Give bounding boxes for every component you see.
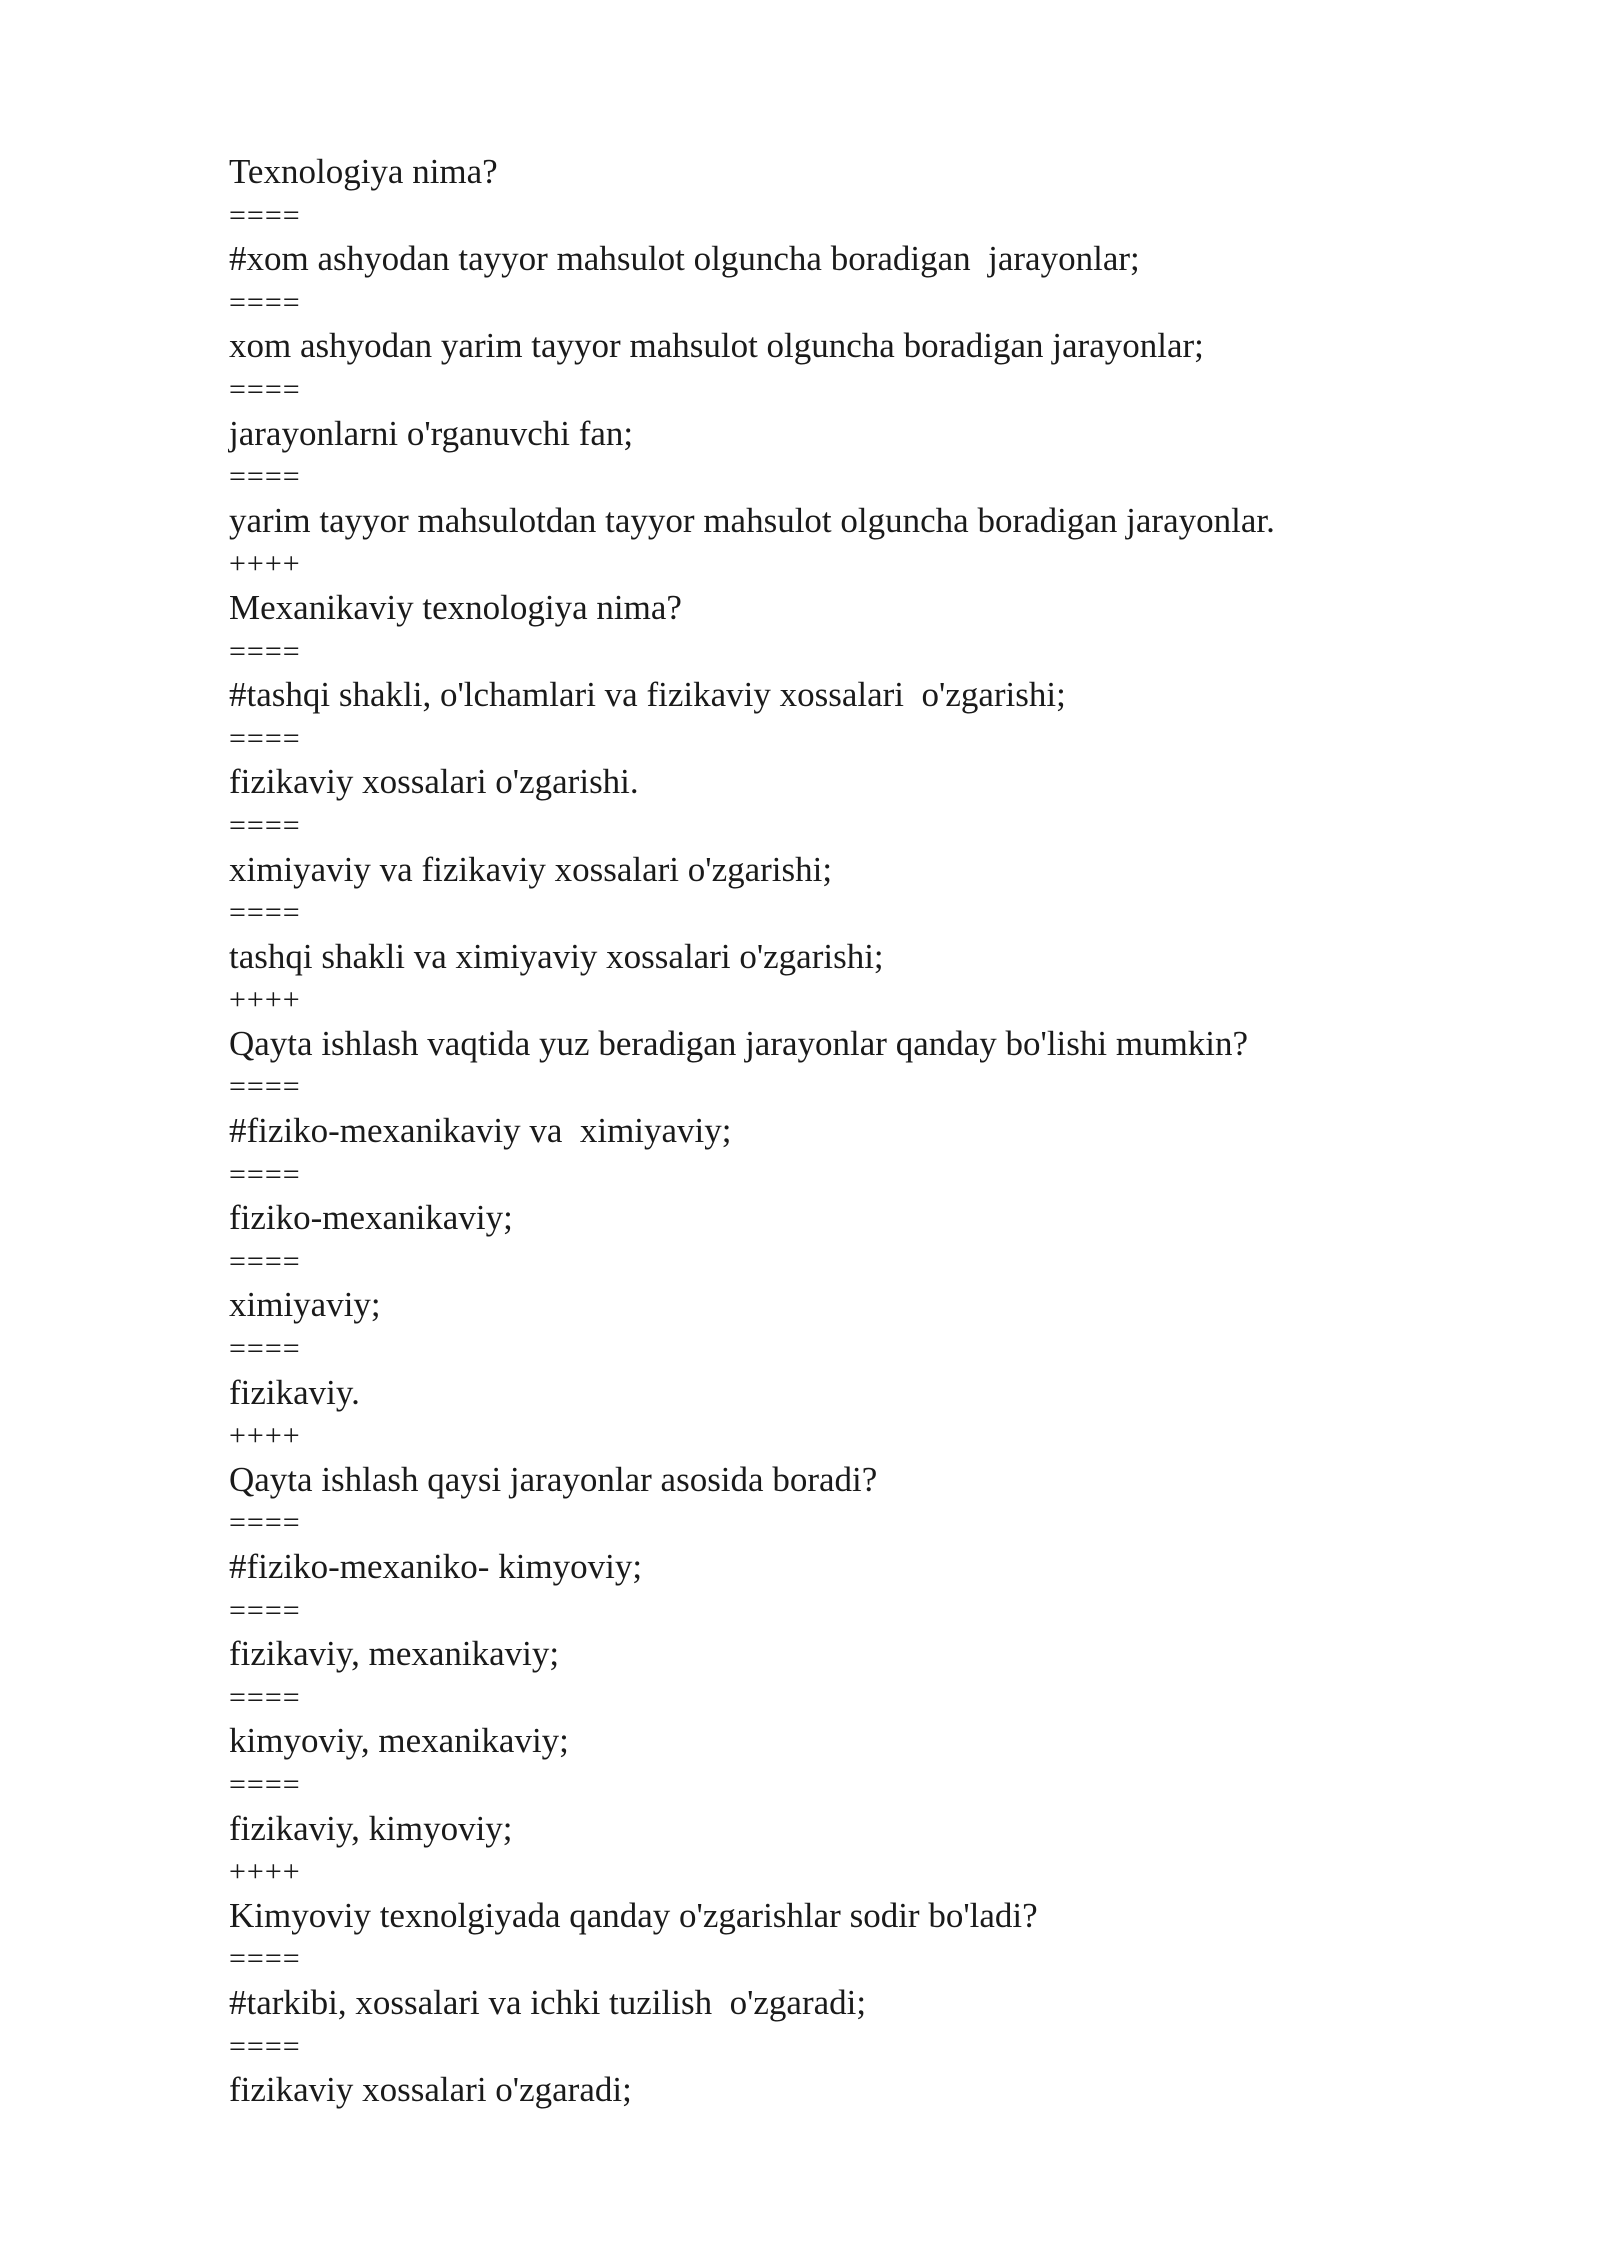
question-text: Qayta ishlash qaysi jarayonlar asosida boradi? bbox=[229, 1459, 878, 1499]
question-text: Kimyoviy texnolgiyada qanday o'zgarishlar sodir bo'ladi? bbox=[229, 1895, 1038, 1935]
option-separator: ==== bbox=[229, 808, 301, 842]
option-separator: ==== bbox=[229, 721, 301, 755]
option-separator: ==== bbox=[229, 634, 301, 668]
answer-option: ximiyaviy; bbox=[229, 1285, 381, 1325]
option-separator: ==== bbox=[229, 1942, 301, 1976]
question-separator: ++++ bbox=[229, 547, 301, 581]
option-separator: ==== bbox=[229, 285, 301, 319]
correct-answer-option: #tashqi shakli, o'lchamlari va fizikaviy xossalari o'zgarishi; bbox=[229, 675, 1066, 715]
question-separator: ++++ bbox=[229, 1855, 301, 1889]
answer-option: fizikaviy, mexanikaviy; bbox=[229, 1634, 560, 1674]
correct-answer-option: #tarkibi, xossalari va ichki tuzilish o'zgaradi; bbox=[229, 1982, 867, 2022]
option-separator: ==== bbox=[229, 1332, 301, 1366]
question-text: Texnologiya nima? bbox=[229, 152, 498, 191]
answer-option: fiziko-mexanikaviy; bbox=[229, 1198, 513, 1238]
option-separator: ==== bbox=[229, 1767, 301, 1801]
answer-option: xom ashyodan yarim tayyor mahsulot olguncha boradigan jarayonlar; bbox=[229, 326, 1204, 366]
correct-answer-option: #xom ashyodan tayyor mahsulot olguncha boradigan jarayonlar; bbox=[229, 239, 1140, 279]
correct-answer-option: #fiziko-mexanikaviy va ximiyaviy; bbox=[229, 1111, 732, 1151]
answer-option: yarim tayyor mahsulotdan tayyor mahsulot olguncha boradigan jarayonlar. bbox=[229, 500, 1275, 540]
answer-option: tashqi shakli va ximiyaviy xossalari o'zgarishi; bbox=[229, 936, 884, 976]
answer-option: fizikaviy xossalari o'zgaradi; bbox=[229, 2070, 632, 2110]
answer-option: jarayonlarni o'rganuvchi fan; bbox=[229, 413, 634, 453]
answer-option: fizikaviy, kimyoviy; bbox=[229, 1808, 513, 1848]
document-body bbox=[229, 150, 1429, 2112]
option-separator: ==== bbox=[229, 1593, 301, 1627]
option-separator: ==== bbox=[229, 896, 301, 930]
option-separator: ==== bbox=[229, 198, 301, 232]
option-separator: ==== bbox=[229, 460, 301, 494]
answer-option: ximiyaviy va fizikaviy xossalari o'zgarishi; bbox=[229, 849, 833, 889]
question-separator: ++++ bbox=[229, 983, 301, 1017]
correct-answer-option: #fiziko-mexaniko- kimyoviy; bbox=[229, 1547, 643, 1586]
answer-option: fizikaviy xossalari o'zgarishi. bbox=[229, 762, 639, 802]
option-separator: ==== bbox=[229, 2029, 301, 2063]
question-separator: ++++ bbox=[229, 1419, 301, 1453]
question-text: Mexanikaviy texnologiya nima? bbox=[229, 587, 682, 627]
question-text: Qayta ishlash vaqtida yuz beradigan jarayonlar qanday bo'lishi mumkin? bbox=[229, 1023, 1249, 1063]
option-separator: ==== bbox=[229, 1680, 301, 1714]
answer-option: kimyoviy, mexanikaviy; bbox=[229, 1721, 569, 1761]
option-separator: ==== bbox=[229, 1244, 301, 1278]
option-separator: ==== bbox=[229, 1070, 301, 1104]
option-separator: ==== bbox=[229, 1157, 301, 1191]
option-separator: ==== bbox=[229, 372, 301, 406]
answer-option: fizikaviy. bbox=[229, 1372, 360, 1412]
option-separator: ==== bbox=[229, 1506, 301, 1540]
